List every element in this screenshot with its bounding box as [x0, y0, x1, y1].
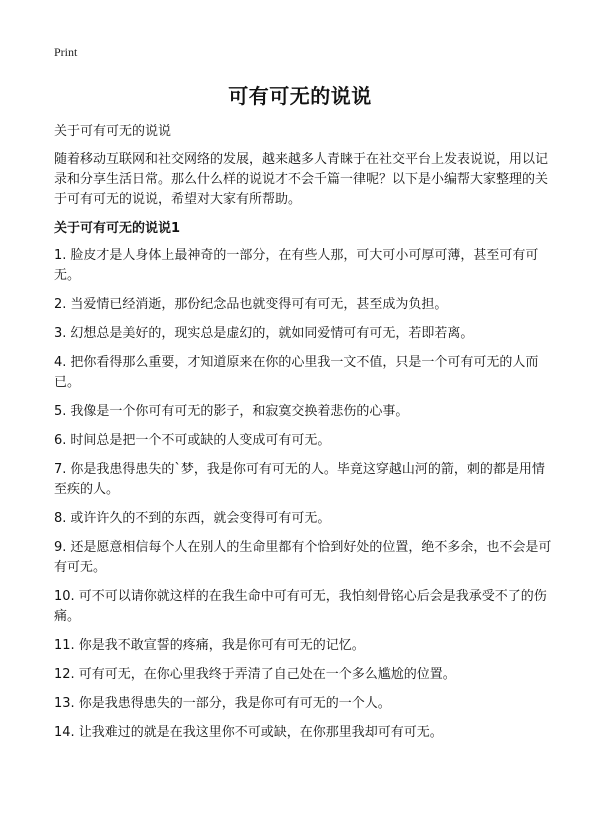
item-text: 当爱情已经消逝，那份纪念品也就变得可有可无，甚至成为负担。	[70, 297, 448, 312]
list-item	[54, 723, 554, 743]
item-number: 4.	[54, 355, 67, 370]
list-item	[54, 460, 554, 500]
item-number: 7.	[54, 462, 67, 477]
item-text: 让我难过的就是在我这里你不可或缺，在你那里我却可有可无。	[78, 725, 443, 740]
list-item	[54, 587, 554, 627]
item-text: 脸皮才是人身体上最神奇的一部分，在有些人那，可大可小可厚可薄，甚至可有可无。	[54, 248, 539, 283]
list-item	[54, 509, 554, 529]
item-number: 5.	[54, 404, 67, 419]
intro-paragraph: 随着移动互联网和社交网络的发展，越来越多人青睐于在社交平台上发表说说，用以记录和分享生活日常。那么什么样的说说才不会千篇一律呢？以下是小编帮大家整理的关于可有可无的说说，希望对大家有所帮助。	[54, 152, 549, 207]
item-number: 9.	[54, 540, 67, 555]
item-number: 14.	[54, 725, 75, 740]
list-item	[54, 295, 554, 315]
item-number: 13.	[54, 696, 75, 711]
page-title: 可有可无的说说	[228, 84, 372, 108]
item-number: 12.	[54, 667, 75, 682]
item-number: 8.	[54, 511, 67, 526]
item-number: 6.	[54, 433, 67, 448]
item-text: 可不可以请你就这样的在我生命中可有可无，我怕刻骨铭心后会是我承受不了的伤痛。	[54, 589, 547, 624]
item-number: 10.	[54, 589, 75, 604]
quote-list	[54, 246, 554, 752]
item-number: 3.	[54, 326, 67, 341]
item-number: 2.	[54, 297, 67, 312]
item-text: 你是我不敢宣誓的疼痛，我是你可有可无的记忆。	[78, 638, 365, 653]
item-number: 11.	[54, 638, 75, 653]
item-text: 还是愿意相信每个人在别人的生命里都有个恰到好处的位置，绝不多余，也不会是可有可无。	[54, 540, 552, 575]
item-text: 幻想总是美好的，现实总是虚幻的，就如同爱情可有可无，若即若离。	[70, 326, 474, 341]
item-text: 我像是一个你可有可无的影子，和寂寞交换着悲伤的心事。	[70, 404, 409, 419]
list-item	[54, 665, 554, 685]
list-item	[54, 353, 554, 393]
list-item	[54, 246, 554, 286]
print-link[interactable]: Print	[54, 45, 78, 59]
item-text: 你是我患得患失的一部分，我是你可有可无的一个人。	[78, 696, 391, 711]
list-item	[54, 538, 554, 578]
list-item	[54, 431, 554, 451]
list-item	[54, 324, 554, 344]
item-text: 你是我患得患失的`梦，我是你可有可无的人。毕竟这穿越山河的箭，刺的都是用情至疾的人。	[54, 462, 545, 497]
item-text: 可有可无，在你心里我终于弄清了自己处在一个多么尴尬的位置。	[78, 667, 456, 682]
list-item	[54, 402, 554, 422]
item-text: 时间总是把一个不可或缺的人变成可有可无。	[70, 433, 331, 448]
item-number: 1.	[54, 248, 67, 263]
list-item	[54, 636, 554, 656]
section-heading: 关于可有可无的说说1	[54, 221, 181, 236]
subtitle: 关于可有可无的说说	[54, 124, 172, 139]
item-text: 或许许久的不到的东西，就会变得可有可无。	[70, 511, 331, 526]
item-text: 把你看得那么重要，才知道原来在你的心里我一文不值，只是一个可有可无的人而已。	[54, 355, 539, 390]
list-item	[54, 694, 554, 714]
